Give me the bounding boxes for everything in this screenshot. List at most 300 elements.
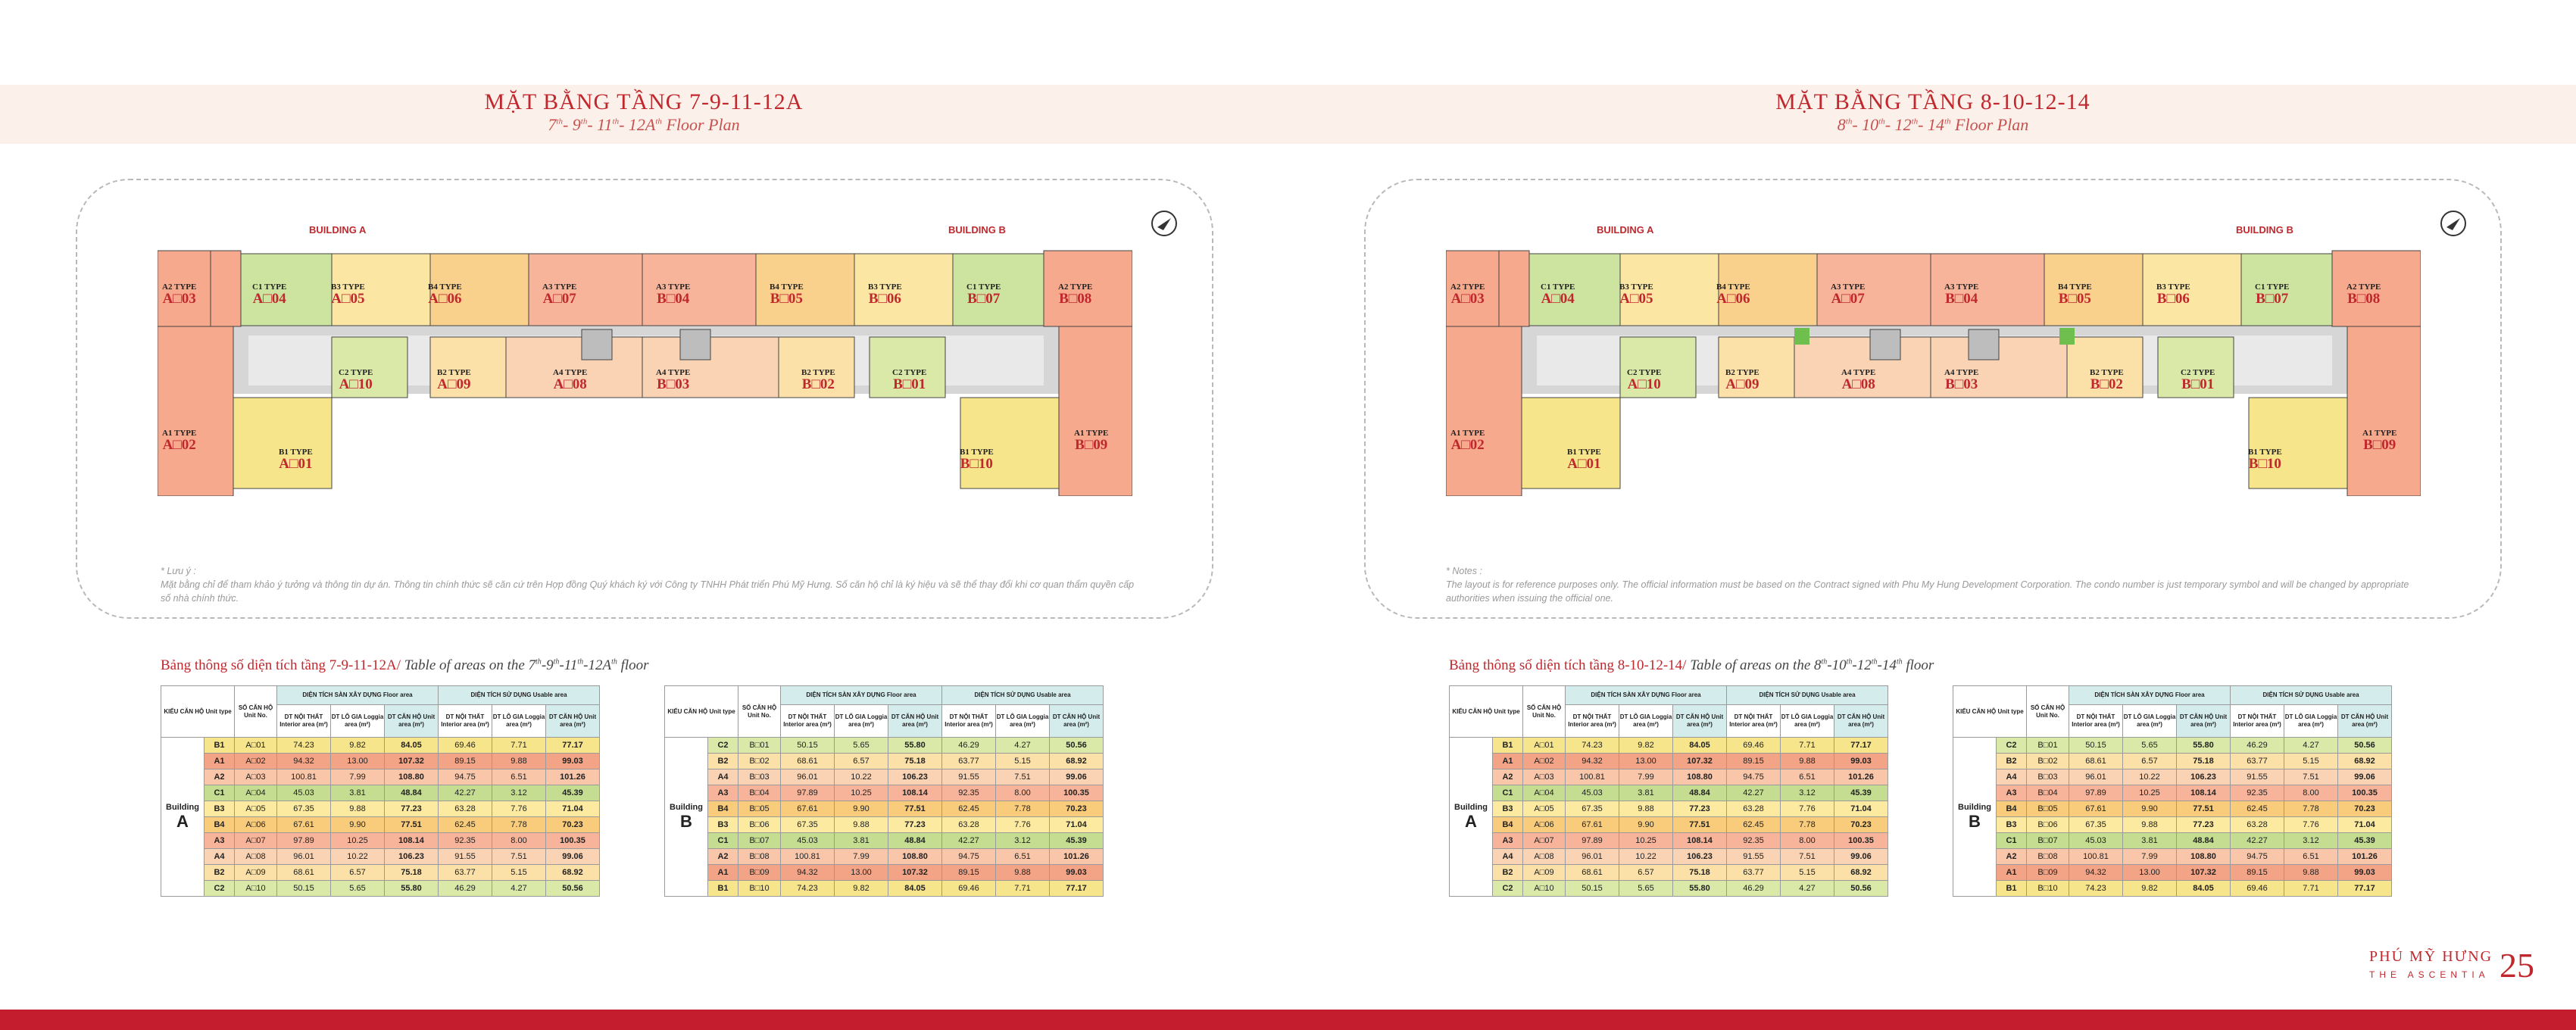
table-cell: 7.99 [2123,849,2177,865]
unit-number-label: A□08 [1841,376,1875,392]
table-cell: B□01 [2027,738,2069,754]
right-page-title: MẶT BẰNG TẦNG 8-10-12-14 [1775,89,2090,114]
table-cell: B□07 [738,833,781,849]
unit-label [331,282,365,307]
table-cell: 7.76 [492,801,546,817]
table-cell: B2 [1997,754,2027,769]
unit-type-label: C2 TYPE [1627,368,1662,377]
table-cell: 55.80 [888,738,942,754]
header-column: DT CĂN HỘ Unit area (m²) [1834,705,1888,738]
table-cell: 108.80 [2177,849,2231,865]
table-cell: 7.51 [996,769,1050,785]
unit-number-label: A□01 [279,456,313,472]
header-column: DT NỘI THẤT Interior area (m²) [942,705,996,738]
table-cell: 71.04 [2338,817,2392,833]
unit-type-label: A3 TYPE [1944,282,1979,292]
unit-type-label: A2 TYPE [1058,282,1093,292]
table-cell: 5.15 [996,754,1050,769]
table-cell: 7.76 [996,817,1050,833]
unit-number-label: B□10 [2248,456,2281,472]
unit-label [1716,282,1750,307]
table-cell: C1 [1493,785,1523,801]
unit-number-label: A□10 [1627,376,1661,392]
table-cell: 7.71 [996,881,1050,897]
unit-label [2362,428,2396,451]
table-cell: 68.92 [2338,754,2392,769]
table-cell: 99.06 [546,849,600,865]
table-cell: 9.88 [1781,754,1834,769]
unit-label [279,447,313,470]
header-column: DT CĂN HỘ Unit area (m²) [385,705,439,738]
header-unit-no: SỐ CĂN HỘ Unit No. [235,686,277,738]
table-cell: 77.23 [385,801,439,817]
table-cell: 62.45 [439,817,492,833]
table-cell: 10.25 [835,785,888,801]
unit-number-label: A□04 [1541,291,1575,307]
unit-label [1944,282,1979,307]
table-cell: 96.01 [277,849,331,865]
unit-number-label: B□03 [1945,376,1978,392]
table-row [1953,865,2392,881]
header-column: DT NỘI THẤT Interior area (m²) [1727,705,1781,738]
unit-label [1541,282,1575,307]
table-cell: 67.35 [2069,817,2123,833]
north-compass-icon [2440,211,2466,236]
table-row [161,881,600,897]
table-cell: A□01 [1523,738,1566,754]
unit-number-label: B□02 [2090,376,2123,392]
unit-label [1450,428,1485,451]
unit-label [1627,367,1661,390]
unit-label [2248,447,2282,470]
table-cell: 8.00 [996,785,1050,801]
table-cell: 67.35 [277,801,331,817]
table-cell: 4.27 [1781,881,1834,897]
header-column: DT LÔ GIA Loggia area (m²) [2123,705,2177,738]
header-column: DT LÔ GIA Loggia area (m²) [2284,705,2338,738]
table-cell: 68.92 [546,865,600,881]
table-cell: 13.00 [331,754,385,769]
right-building-b-label: BUILDING B [2236,224,2293,236]
unit-label [428,282,462,307]
unit-label [966,282,1001,307]
table-cell: 63.77 [942,754,996,769]
table-row [1450,801,1888,817]
table-cell: 69.46 [942,881,996,897]
table-cell: A3 [205,833,235,849]
table-cell: 7.76 [2284,817,2338,833]
table-cell: A4 [1997,769,2027,785]
table-cell: 100.81 [1566,769,1619,785]
table-cell: 67.35 [1566,801,1619,817]
unit-label [542,282,577,307]
table-cell: 46.29 [1727,881,1781,897]
header-column: DT CĂN HỘ Unit area (m²) [888,705,942,738]
table-cell: 45.39 [1050,833,1104,849]
table-cell: 97.89 [1566,833,1619,849]
table-cell: 45.03 [1566,785,1619,801]
unit-number-label: B□03 [657,376,690,392]
table-cell: A□04 [1523,785,1566,801]
footer-bar [0,1010,2576,1030]
table-row [1953,817,2392,833]
table-cell: 100.81 [277,769,331,785]
table-cell: A□04 [235,785,277,801]
unit-number-label: B□09 [1075,437,1108,453]
table-cell: 74.23 [781,881,835,897]
header-column: DT NỘI THẤT Interior area (m²) [2231,705,2284,738]
table-cell: 106.23 [385,849,439,865]
table-cell: B□09 [2027,865,2069,881]
unit-type-label: A4 TYPE [1944,368,1979,377]
left-notes [161,564,1138,605]
unit-type-label: A4 TYPE [1841,368,1876,377]
unit-number-label: A□02 [1450,437,1485,453]
table-cell: 6.57 [835,754,888,769]
table-cell: 77.23 [888,817,942,833]
table-row [161,754,600,769]
table-cell: B4 [1493,817,1523,833]
unit-label [1058,282,1093,307]
table-cell: A3 [1493,833,1523,849]
table-cell: B1 [1997,881,2027,897]
header-floor-area: DIỆN TÍCH SÀN XÂY DỰNG Floor area [1566,686,1727,705]
table-cell: 6.51 [2284,849,2338,865]
table-cell: 106.23 [2177,769,2231,785]
unit-number-label: A□10 [339,376,373,392]
table-cell: 68.92 [1050,754,1104,769]
table-row [161,785,600,801]
table-cell: A□05 [235,801,277,817]
table-cell: 77.23 [2177,817,2231,833]
unit-label [2090,367,2124,390]
table-cell: 67.61 [277,817,331,833]
table-cell: 77.51 [385,817,439,833]
table-cell: 97.89 [781,785,835,801]
unit-type-label: B2 TYPE [437,368,471,377]
table-cell: 100.35 [1834,833,1888,849]
table-row [665,817,1104,833]
table-cell: 70.23 [1050,801,1104,817]
table-cell: C2 [205,881,235,897]
table-cell: B□02 [738,754,781,769]
table-cell: 91.55 [942,769,996,785]
table-cell: 84.05 [888,881,942,897]
unit-number-label: A□06 [1716,291,1750,307]
table-cell: B3 [708,817,738,833]
table-cell: 13.00 [835,865,888,881]
table-cell: 108.14 [888,785,942,801]
table-cell: 71.04 [1050,817,1104,833]
unit-number-label: A□09 [437,376,471,392]
table-cell: 94.75 [1727,769,1781,785]
unit-type-label: B1 TYPE [960,448,994,457]
table-cell: 5.15 [1781,865,1834,881]
table-cell: 7.51 [492,849,546,865]
table-cell: 107.32 [2177,865,2231,881]
unit-number-label: B□08 [1059,291,1092,307]
table-cell: 92.35 [439,833,492,849]
page-number: 25 [2500,946,2534,985]
table-cell: 70.23 [2338,801,2392,817]
table-cell: 3.12 [492,785,546,801]
table-cell: 9.90 [1619,817,1673,833]
unit-type-label: A1 TYPE [1450,429,1485,438]
unit-number-label: A□06 [428,291,462,307]
table-cell: A1 [205,754,235,769]
table-cell: 75.18 [888,754,942,769]
table-cell: 94.75 [2231,849,2284,865]
header-column: DT LÔ GIA Loggia area (m²) [331,705,385,738]
table-cell: B□07 [2027,833,2069,849]
unit-type-label: C2 TYPE [339,368,373,377]
header-column: DT LÔ GIA Loggia area (m²) [1781,705,1834,738]
unit-type-label: B3 TYPE [1619,282,1653,292]
table-cell: 9.88 [2123,817,2177,833]
table-row [665,833,1104,849]
table-row [161,865,600,881]
unit-label [2058,282,2092,307]
table-cell: B□10 [738,881,781,897]
left-building-b-label: BUILDING B [948,224,1006,236]
table-cell: 77.17 [1050,881,1104,897]
unit-label [2255,282,2290,307]
header-column: DT LÔ GIA Loggia area (m²) [1619,705,1673,738]
header-floor-area: DIỆN TÍCH SÀN XÂY DỰNG Floor area [781,686,942,705]
table-cell: 100.81 [2069,849,2123,865]
table-row [1450,817,1888,833]
header-column: DT NỘI THẤT Interior area (m²) [2069,705,2123,738]
table-cell: 62.45 [1727,817,1781,833]
unit-type-label: A4 TYPE [656,368,691,377]
unit-number-label: A□05 [1619,291,1653,307]
unit-number-label: A□03 [1450,291,1485,307]
table-row [665,801,1104,817]
table-cell: A□03 [235,769,277,785]
table-cell: 13.00 [2123,865,2177,881]
table-cell: A□10 [235,881,277,897]
table-cell: 68.92 [1834,865,1888,881]
table-cell: 108.80 [888,849,942,865]
header-column: DT CĂN HỘ Unit area (m²) [2338,705,2392,738]
table-cell: B□04 [738,785,781,801]
table-cell: 67.35 [781,817,835,833]
unit-label [892,367,926,390]
table-cell: 63.77 [1727,865,1781,881]
table-cell: 48.84 [385,785,439,801]
area-table [664,685,1104,897]
unit-type-label: B1 TYPE [2248,448,2282,457]
table-cell: 101.26 [1834,769,1888,785]
table-cell: B3 [1493,801,1523,817]
unit-label [1567,447,1601,470]
unit-type-label: A1 TYPE [2362,429,2397,438]
table-cell: B4 [205,817,235,833]
table-row [1953,769,2392,785]
table-cell: 77.51 [2177,801,2231,817]
table-cell: 89.15 [942,865,996,881]
table-cell: 55.80 [385,881,439,897]
table-cell: 42.27 [1727,785,1781,801]
table-cell: 96.01 [2069,769,2123,785]
header-column: DT CĂN HỘ Unit area (m²) [1050,705,1104,738]
table-cell: 94.75 [439,769,492,785]
table-cell: 97.89 [2069,785,2123,801]
table-cell: B2 [205,865,235,881]
unit-label [2181,367,2215,390]
table-row [1953,785,2392,801]
table-row [665,881,1104,897]
table-cell: B3 [1997,817,2027,833]
header-unit-no: SỐ CĂN HỘ Unit No. [1523,686,1566,738]
table-cell: 50.15 [781,738,835,754]
table-cell: 63.28 [942,817,996,833]
unit-number-label: B□09 [2363,437,2396,453]
table-cell: A2 [708,849,738,865]
table-cell: 46.29 [942,738,996,754]
table-cell: 99.03 [1834,754,1888,769]
unit-number-label: B□07 [2256,291,2289,307]
unit-label [801,367,835,390]
table-row [665,754,1104,769]
table-cell: B□06 [738,817,781,833]
table-cell: C2 [708,738,738,754]
table-row [1953,833,2392,849]
header-usable-area: DIỆN TÍCH SỬ DỤNG Usable area [2231,686,2392,705]
table-cell: 106.23 [1673,849,1727,865]
table-cell: A□06 [235,817,277,833]
table-cell: 7.78 [492,817,546,833]
table-cell: B□08 [738,849,781,865]
left-building-a-label: BUILDING A [309,224,367,236]
unit-label [1074,428,1108,451]
right-page-subtitle: 8th- 10th- 12th- 14th Floor Plan [1837,115,2029,134]
unit-type-label: A2 TYPE [2347,282,2381,292]
table-cell: 9.82 [331,738,385,754]
table-cell: A□07 [1523,833,1566,849]
table-cell: A□07 [235,833,277,849]
table-cell: 9.90 [331,817,385,833]
table-cell: 45.39 [546,785,600,801]
table-row [1450,754,1888,769]
table-cell: 68.61 [2069,754,2123,769]
unit-label [1619,282,1653,307]
table-cell: 91.55 [439,849,492,865]
table-cell: 4.27 [996,738,1050,754]
table-cell: 89.15 [1727,754,1781,769]
table-cell: A4 [205,849,235,865]
table-row [1953,881,2392,897]
table-cell: 67.61 [1566,817,1619,833]
table-cell: 55.80 [2177,738,2231,754]
unit-label [868,282,902,307]
unit-number-label: B□01 [893,376,926,392]
unit-type-label: B2 TYPE [1725,368,1759,377]
table-cell: 74.23 [277,738,331,754]
left-table-title: Bảng thông số diện tích tầng 7-9-11-12A/ Table of areas on the $7th-9th-11th-12A^{th}$ floor [161,657,649,673]
unit-type-label: A4 TYPE [553,368,588,377]
table-cell: 70.23 [546,817,600,833]
table-cell: 106.23 [888,769,942,785]
header-unit-type: KIỂU CĂN HỘ Unit type [1953,686,2027,738]
table-cell: 5.15 [2284,754,2338,769]
table-cell: 71.04 [1834,801,1888,817]
table-cell: 9.88 [1619,801,1673,817]
table-cell: 7.71 [2284,881,2338,897]
table-cell: 96.01 [781,769,835,785]
table-cell: 3.81 [1619,785,1673,801]
table-cell: 9.88 [492,754,546,769]
unit-number-label: B□08 [2347,291,2381,307]
unit-type-label: C1 TYPE [966,282,1001,292]
table-cell: B2 [1493,865,1523,881]
table-row [1450,738,1888,754]
table-cell: 62.45 [942,801,996,817]
table-cell: 42.27 [2231,833,2284,849]
table-cell: 4.27 [492,881,546,897]
table-cell: 84.05 [2177,881,2231,897]
table-cell: 7.78 [996,801,1050,817]
header-column: DT NỘI THẤT Interior area (m²) [781,705,835,738]
table-cell: 74.23 [2069,881,2123,897]
table-cell: 9.90 [2123,801,2177,817]
table-cell: 7.78 [1781,817,1834,833]
table-cell: 69.46 [2231,881,2284,897]
table-cell: 55.80 [1673,881,1727,897]
table-cell: B3 [205,801,235,817]
table-cell: 45.39 [1834,785,1888,801]
table-row [161,738,600,754]
table-cell: 9.88 [2284,865,2338,881]
table-cell: 101.26 [1050,849,1104,865]
unit-type-label: A2 TYPE [162,282,197,292]
unit-number-label: B□06 [868,291,901,307]
right-table-title: Bảng thông số diện tích tầng 8-10-12-14/ Table of areas on the 8th-10th-12th-14th floor [1449,657,1934,673]
unit-type-label: A1 TYPE [162,429,197,438]
table-cell: B4 [708,801,738,817]
header-usable-area: DIỆN TÍCH SỬ DỤNG Usable area [942,686,1104,705]
table-cell: 107.32 [385,754,439,769]
table-cell: 7.78 [2284,801,2338,817]
table-cell: 99.03 [1050,865,1104,881]
unit-number-label: A□07 [542,291,576,307]
table-row [665,865,1104,881]
table-cell: A1 [708,865,738,881]
table-cell: 3.12 [1781,785,1834,801]
header-column: DT NỘI THẤT Interior area (m²) [439,705,492,738]
table-cell: 8.00 [2284,785,2338,801]
table-cell: B□10 [2027,881,2069,897]
table-cell: 100.81 [781,849,835,865]
table-cell: 48.84 [2177,833,2231,849]
table-cell: 6.51 [1781,769,1834,785]
table-cell: 6.57 [331,865,385,881]
table-row [1450,881,1888,897]
table-cell: 63.77 [439,865,492,881]
table-cell: B□04 [2027,785,2069,801]
unit-number-label: A□07 [1831,291,1865,307]
table-row [665,738,1104,754]
unit-number-label: B□04 [1945,291,1978,307]
unit-label [1831,282,1866,307]
unit-number-label: A□01 [1567,456,1601,472]
table-cell: 9.82 [2123,881,2177,897]
table-cell: 9.88 [996,865,1050,881]
table-cell: 94.32 [277,754,331,769]
header-column: DT CĂN HỘ Unit area (m²) [1673,705,1727,738]
table-cell: 108.14 [385,833,439,849]
table-cell: 84.05 [1673,738,1727,754]
